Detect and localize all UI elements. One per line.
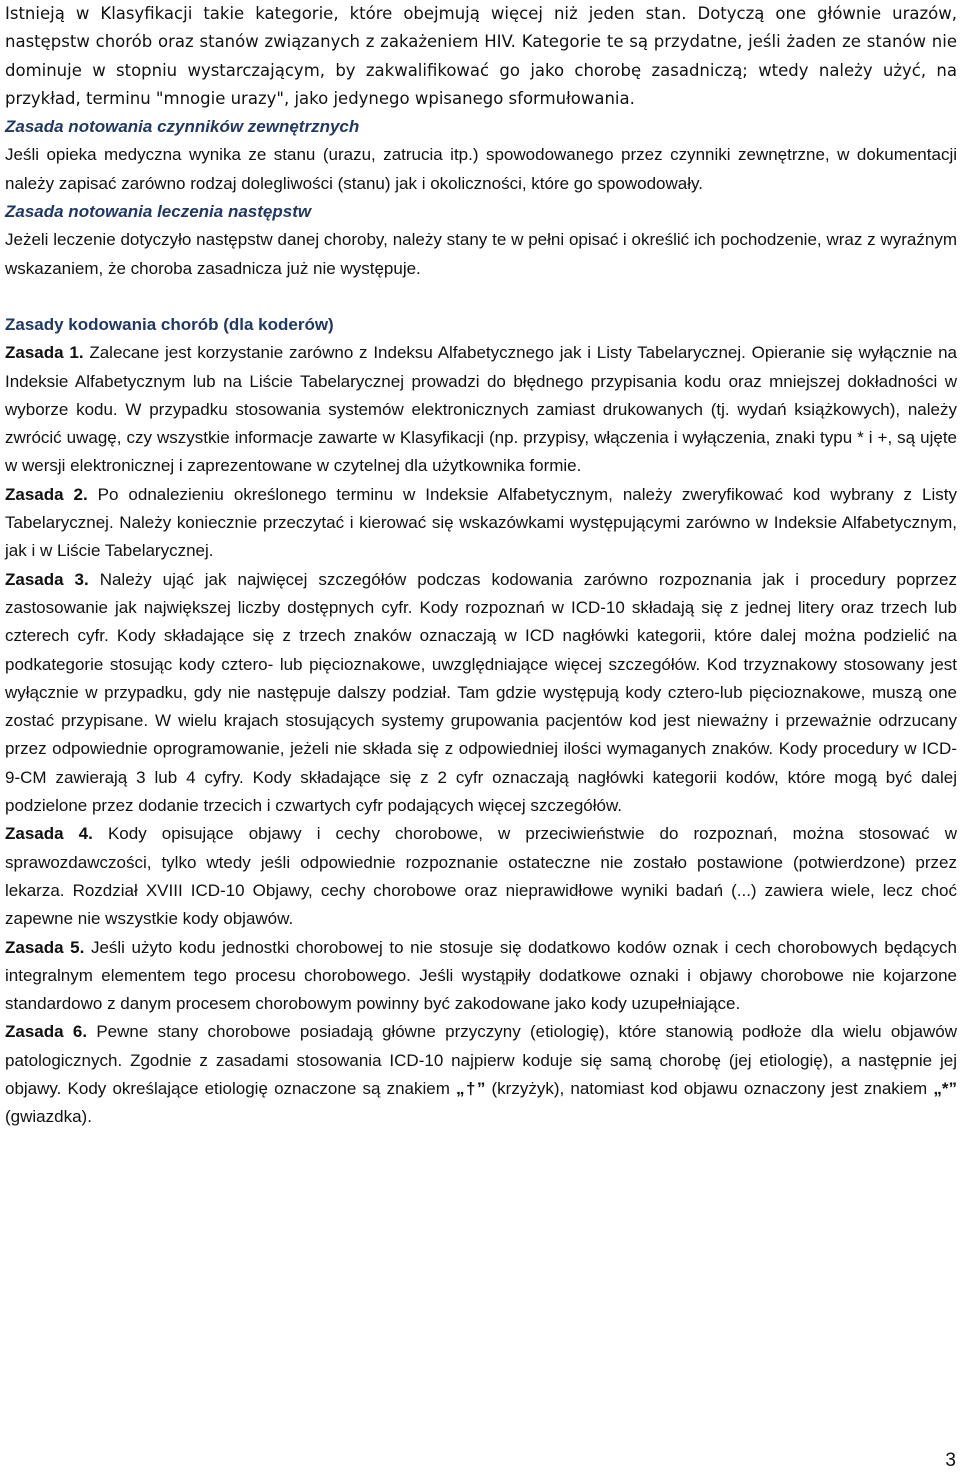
document-page [5, 0, 957, 1132]
rule-1-label: Zasada 1. [5, 343, 84, 363]
dagger-symbol: „†” [456, 1078, 486, 1098]
rule-6 [5, 1018, 957, 1131]
rule-2 [5, 481, 957, 566]
rule-4 [5, 820, 957, 933]
rule-1-text: Zalecane jest korzystanie zarówno z Indeksu Alfabetycznego jak i Listy Tabelarycznej. Opieranie się wyłącznie na Indeksie Alfabetycznym lub na Liście Tabelarycznej prowadzi do błędnego przypisania kodu oraz mniejszej dokładności w wyborze kodu. W przypadku stosowania systemów elektronicznych zamiast drukowanych (tj. wydań książkowych), należy zwrócić uwagę, czy wszystkie informacje zawarte w Klasyfikacji (np. przypisy, włączenia i wyłączenia, znaki typu * i +, są ujęte w wersji elektronicznej i zaprezentowane w czytelnej dla użytkownika formie. [5, 343, 957, 476]
rule-4-label: Zasada 4. [5, 824, 93, 844]
rule-6-label: Zasada 6. [5, 1022, 88, 1042]
rule-1 [5, 339, 957, 480]
coding-rules-heading: Zasady kodowania chorób (dla koderów) [5, 314, 334, 334]
rule-6-text-b: (krzyżyk), natomiast kod objawu oznaczony jest znakiem [485, 1078, 934, 1098]
rule-3 [5, 566, 957, 821]
intro-paragraph: Istnieją w Klasyfikacji takie kategorie, które obejmują więcej niż jeden stan. Dotyczą one głównie urazów, następstw chorób oraz stanów związanych z zakażeniem HIV. Kategorie te są przydatne, jeśli żaden ze stanów nie dominuje w stopniu wystarczającym, by zakwalifikować go jako chorobę zasadniczą; wtedy należy użyć, na przykład, terminu "mnogie urazy", jako jedynego wpisanego sformułowania. [5, 4, 957, 108]
external-causes-heading: Zasada notowania czynników zewnętrznych [5, 117, 360, 137]
rule-2-text: Po odnalezieniu określonego terminu w Indeksie Alfabetycznym, należy zweryfikować kod wybrany z Listy Tabelarycznej. Należy koniecznie przeczytać i kierować się wskazówkami występującymi zarówno w Indeksie Alfabetycznym, jak i w Liście Tabelarycznej. [5, 484, 957, 561]
rule-2-label: Zasada 2. [5, 484, 88, 504]
rule-5-text: Jeśli użyto kodu jednostki chorobowej to nie stosuje się dodatkowo kodów oznak i cech chorobowych będących integralnym elementem tego procesu chorobowego. Jeśli wystąpiły dodatkowe oznaki i objawy chorobowe nie kojarzone standardowo z danym procesem chorobowym powinny być zakodowane jako kody uzupełniające. [5, 937, 957, 1014]
asterisk-symbol: „*” [933, 1078, 957, 1098]
rule-6-text-c: (gwiazdka). [5, 1107, 92, 1127]
sequelae-paragraph: Jeżeli leczenie dotyczyło następstw danej choroby, należy stany te w pełni opisać i określić ich pochodzenie, wraz z wyraźnym wskazaniem, że choroba zasadnicza już nie występuje. [5, 230, 957, 278]
section-spacer [5, 283, 957, 311]
rule-3-text: Należy ująć jak najwięcej szczegółów podczas kodowania zarówno rozpoznania jak i procedury poprzez zastosowanie jak największej liczby dostępnych cyfr. Kody rozpoznań w ICD-10 składają się z jednej litery oraz trzech lub czterech cyfr. Kody składające się z trzech znaków oznaczają w ICD nagłówki kategorii, które dalej można podzielić na podkategorie stosując kody cztero- lub pięcioznakowe, uwzględniające więcej szczegółów. Kod trzyznakowy stosowany jest wyłącznie w przypadku, gdy nie następuje dalszy podział. Tam gdzie występują kody cztero-lub pięcioznakowe, muszą one zostać przypisane. W wielu krajach stosujących systemy grupowania pacjentów kod jest nieważny i przeważnie odrzucany przez odpowiednie oprogramowanie, jeżeli nie składa się z odpowiedniej ilości wymaganych znaków. Kody procedury w ICD-9-CM zawierają 3 lub 4 cyfry. Kody składające się z 2 cyfr oznaczają nagłówki kategorii kodów, które mogą być dalej podzielone przez dodanie trzecich i czwartych cyfr podających więcej szczegółów. [5, 569, 957, 816]
external-causes-paragraph: Jeśli opieka medyczna wynika ze stanu (urazu, zatrucia itp.) spowodowanego przez czynniki zewnętrzne, w dokumentacji należy zapisać zarówno rodzaj dolegliwości (stanu) jak i okoliczności, które go spowodowały. [5, 145, 957, 193]
page-number: 3 [945, 1450, 956, 1471]
rule-4-text: Kody opisujące objawy i cechy chorobowe, w przeciwieństwie do rozpoznań, można stosować w sprawozdawczości, tylko wtedy jeśli odpowiednie rozpoznanie ostateczne nie zostało postawione (potwierdzone) przez lekarza. Rozdział XVIII ICD-10 Objawy, cechy chorobowe oraz nieprawidłowe wyniki badań (...) zawiera wiele, lecz choć zapewne nie wszystkie kody objawów. [5, 824, 958, 929]
rule-6-text-a: Pewne stany chorobowe posiadają główne przyczyny (etiologię), które stanowią podłoże dla wielu objawów patologicznych. Zgodnie z zasadami stosowania ICD-10 najpierw koduje się samą chorobę (jej etiologię), a następnie jej objawy. Kody określające etiologię oznaczone są znakiem [5, 1022, 957, 1098]
rule-3-label: Zasada 3. [5, 569, 89, 589]
rule-5-label: Zasada 5. [5, 937, 85, 957]
rule-5 [5, 934, 957, 1019]
sequelae-heading: Zasada notowania leczenia następstw [5, 202, 312, 222]
